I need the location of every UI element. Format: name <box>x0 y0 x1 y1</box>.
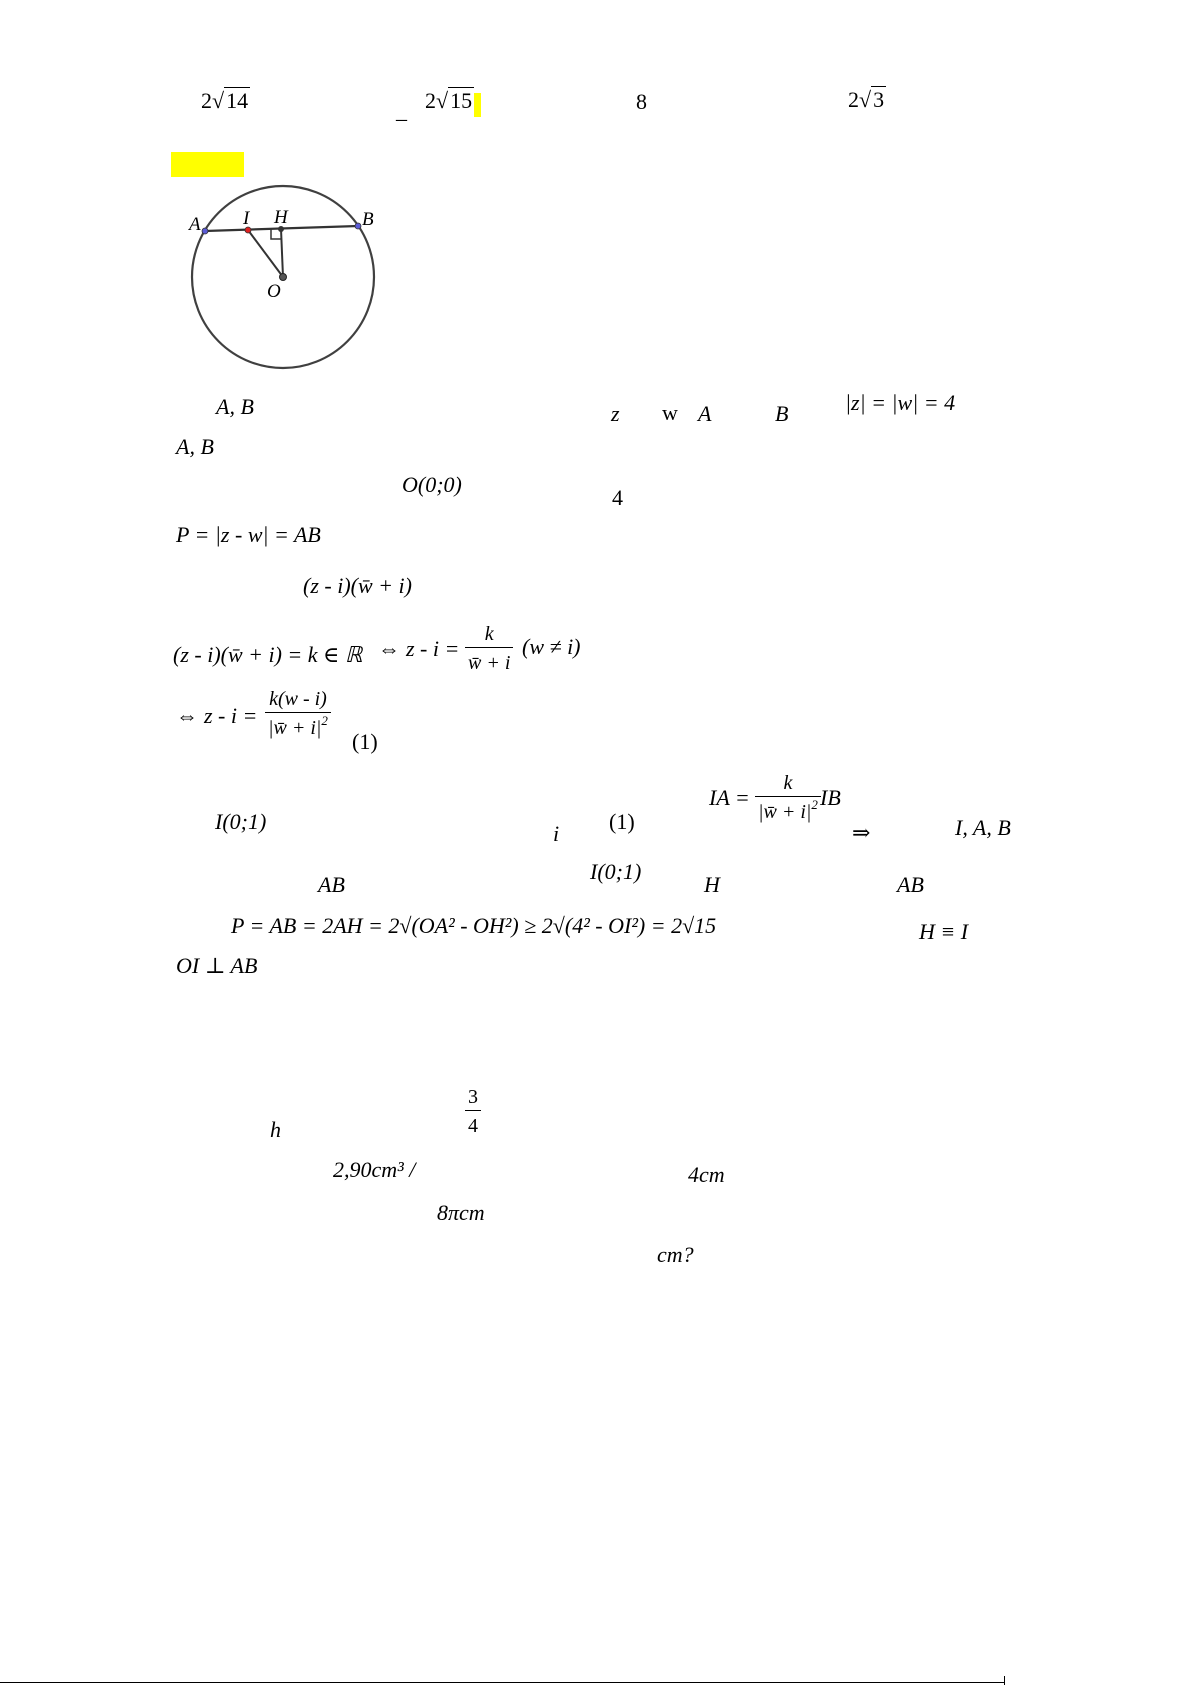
row7-tag: (1) <box>352 729 378 754</box>
option-b: 2√15 <box>425 88 473 113</box>
row9-h: H <box>704 872 720 897</box>
label-a: A <box>189 214 201 235</box>
segment-ho <box>281 229 283 277</box>
label-o: O <box>267 281 281 302</box>
option-b-mark: _ <box>396 98 407 123</box>
solution-highlight-bar <box>171 152 244 177</box>
row3-origin: O(0;0) <box>402 472 462 497</box>
option-c: 8 <box>636 89 647 114</box>
row8-point-i: I(0;1) <box>215 809 267 834</box>
row10-formula: P = AB = 2AH = 2√(OA² - OH²) ≥ 2√(4² - OI²) = 2√15 <box>231 913 717 938</box>
label-h: H <box>274 207 288 228</box>
row8-ib: IB <box>820 785 841 810</box>
next-circumference: 8πcm <box>437 1200 485 1225</box>
point-b <box>355 223 361 229</box>
row8-den: |w̄ + i| <box>758 801 812 823</box>
row4-p: P = |z - w| = AB <box>176 522 321 547</box>
row3-radius: 4 <box>612 485 623 510</box>
option-a: 2√14 <box>201 88 249 113</box>
option-d: 2√3 <box>848 87 885 112</box>
next-h: h <box>270 1117 281 1142</box>
row7-iff: ⇔ <box>176 703 198 728</box>
row6-cond: (w ≠ i) <box>522 634 581 659</box>
row1-z: z <box>611 401 620 426</box>
label-i: I <box>243 208 250 229</box>
row1-b: B <box>775 401 789 426</box>
next-rate: 2,90cm³ / <box>333 1157 416 1182</box>
answer-highlight-mark <box>474 93 481 117</box>
row2-points: A, B <box>176 434 214 459</box>
row8-den-exp: 2 <box>811 797 818 812</box>
next-fraction <box>462 1084 484 1139</box>
row8-points: I, A, B <box>955 815 1011 840</box>
row9-ab2: AB <box>897 872 924 897</box>
next-frac-den: 4 <box>465 1110 481 1139</box>
circle-figure <box>180 180 410 380</box>
row7-den: |w̄ + i| <box>268 717 322 739</box>
next-length: 4cm <box>688 1162 725 1187</box>
row8-k: k <box>783 772 793 794</box>
row1-modulus: |z| = |w| = 4 <box>845 390 956 415</box>
row9-ab: AB <box>318 872 345 897</box>
row1-w: w <box>662 400 678 425</box>
label-b: B <box>362 209 374 230</box>
row5-expr: (z - i)(w̄ + i) <box>303 573 412 598</box>
point-a <box>202 228 208 234</box>
row8-implies: ⇒ <box>852 820 871 845</box>
row6-k: k <box>484 623 494 645</box>
row6-fraction <box>462 621 516 676</box>
bottom-rule-tick <box>1004 1676 1005 1685</box>
row10-h-eq-i: H ≡ I <box>919 919 969 944</box>
row1-a: A <box>698 401 712 426</box>
row9-point-i: I(0;1) <box>590 859 642 884</box>
segment-io <box>248 230 283 277</box>
row8-ia: IA = <box>709 785 750 810</box>
row8-tag: (1) <box>609 809 635 834</box>
row6-lhs: (z - i)(w̄ + i) = k ∈ ℝ <box>173 642 363 667</box>
row7-z-minus-i: z - i = <box>204 703 258 728</box>
bottom-rule <box>0 1682 1005 1683</box>
row8-i: i <box>553 821 560 846</box>
next-question: cm? <box>657 1242 694 1267</box>
row7-num: k(w - i) <box>269 688 327 710</box>
row6-z-minus-i: z - i = <box>406 636 460 661</box>
row7-den-exp: 2 <box>321 713 328 728</box>
row11-perp: OI ⊥ AB <box>176 953 258 978</box>
next-frac-num: 3 <box>468 1086 478 1108</box>
row6-den: w̄ + i <box>465 647 513 676</box>
row7-fraction <box>262 686 334 743</box>
row8-fraction <box>752 770 824 827</box>
row6-iff: ⇔ <box>378 636 400 661</box>
point-o <box>280 274 287 281</box>
row1-points: A, B <box>216 394 254 419</box>
